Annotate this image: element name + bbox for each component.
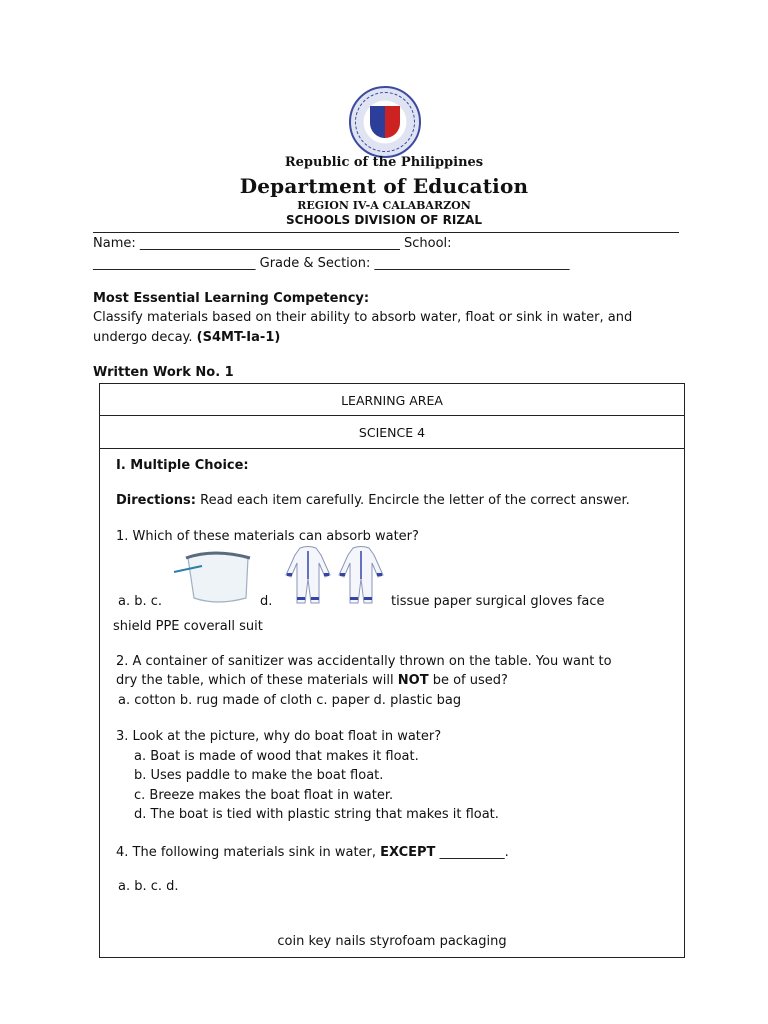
subject-row (99, 415, 685, 449)
competency-heading: Most Essential Learning Competency: (93, 291, 370, 306)
name-school-line: Name: ________________________________________ School: (93, 236, 452, 251)
q3-option-a: a. Boat is made of wood that makes it float. (134, 749, 419, 764)
q3-option-c: c. Breeze makes the boat float in water. (134, 788, 394, 803)
region-heading: REGION IV-A CALABARZON (297, 199, 471, 212)
q2-not: NOT (397, 673, 429, 688)
q4-letters: a. b. c. d. (118, 879, 179, 894)
q3-option-b: b. Uses paddle to make the boat float. (134, 768, 384, 783)
division-heading: SCHOOLS DIVISION OF RIZAL (286, 213, 482, 227)
directions-text: Read each item carefully. Encircle the letter of the correct answer. (200, 493, 630, 508)
ppe-suit-image-2 (336, 545, 386, 607)
question-3: 3. Look at the picture, why do boat float in water? (116, 729, 442, 744)
competency-text-line1: Classify materials based on their ability to absorb water, float or sink in water, and (93, 310, 633, 325)
department-heading: Department of Education (239, 174, 529, 198)
question-4 (116, 845, 509, 860)
q4-labels: coin key nails styrofoam packaging (277, 934, 507, 949)
learning-area-row (99, 383, 685, 416)
q1-letter-d: d. (260, 594, 273, 609)
competency-text: undergo decay. (93, 330, 193, 345)
ppe-suit-image-1 (283, 545, 333, 607)
competency-text-line2 (93, 330, 280, 345)
question-2-line1: 2. A container of sanitizer was accidentally thrown on the table. You want to (116, 654, 612, 669)
learning-area-label: LEARNING AREA (341, 393, 443, 408)
q1-labels-line1: tissue paper surgical gloves face (391, 594, 605, 609)
competency-code: (S4MT-Ia-1) (196, 330, 281, 345)
face-shield-image (172, 548, 257, 606)
q2-text-post: be of used? (432, 673, 508, 688)
q4-text: 4. The following materials sink in water, (116, 845, 377, 860)
directions (116, 493, 630, 508)
directions-label: Directions: (116, 493, 196, 508)
deped-seal-logo (349, 86, 421, 158)
written-work-title: Written Work No. 1 (93, 365, 234, 380)
subject-label: SCIENCE 4 (358, 425, 426, 440)
q4-except: EXCEPT (380, 845, 436, 860)
question-1: 1. Which of these materials can absorb water? (116, 529, 419, 544)
question-2-line2 (116, 673, 508, 688)
grade-section-line: _________________________ Grade & Section: ______________________________ (93, 256, 570, 271)
section-title: I. Multiple Choice: (116, 458, 249, 473)
q2-text-pre: dry the table, which of these materials will (116, 673, 394, 688)
q1-labels-line2: shield PPE coverall suit (113, 619, 263, 634)
question-2-options: a. cotton b. rug made of cloth c. paper d. plastic bag (118, 693, 462, 708)
q3-option-d: d. The boat is tied with plastic string that makes it float. (134, 807, 499, 822)
q1-letters-abc: a. b. c. (118, 594, 163, 609)
q4-blank: __________. (439, 845, 509, 860)
republic-heading: Republic of the Philippines (284, 155, 484, 170)
header-divider (93, 232, 679, 233)
